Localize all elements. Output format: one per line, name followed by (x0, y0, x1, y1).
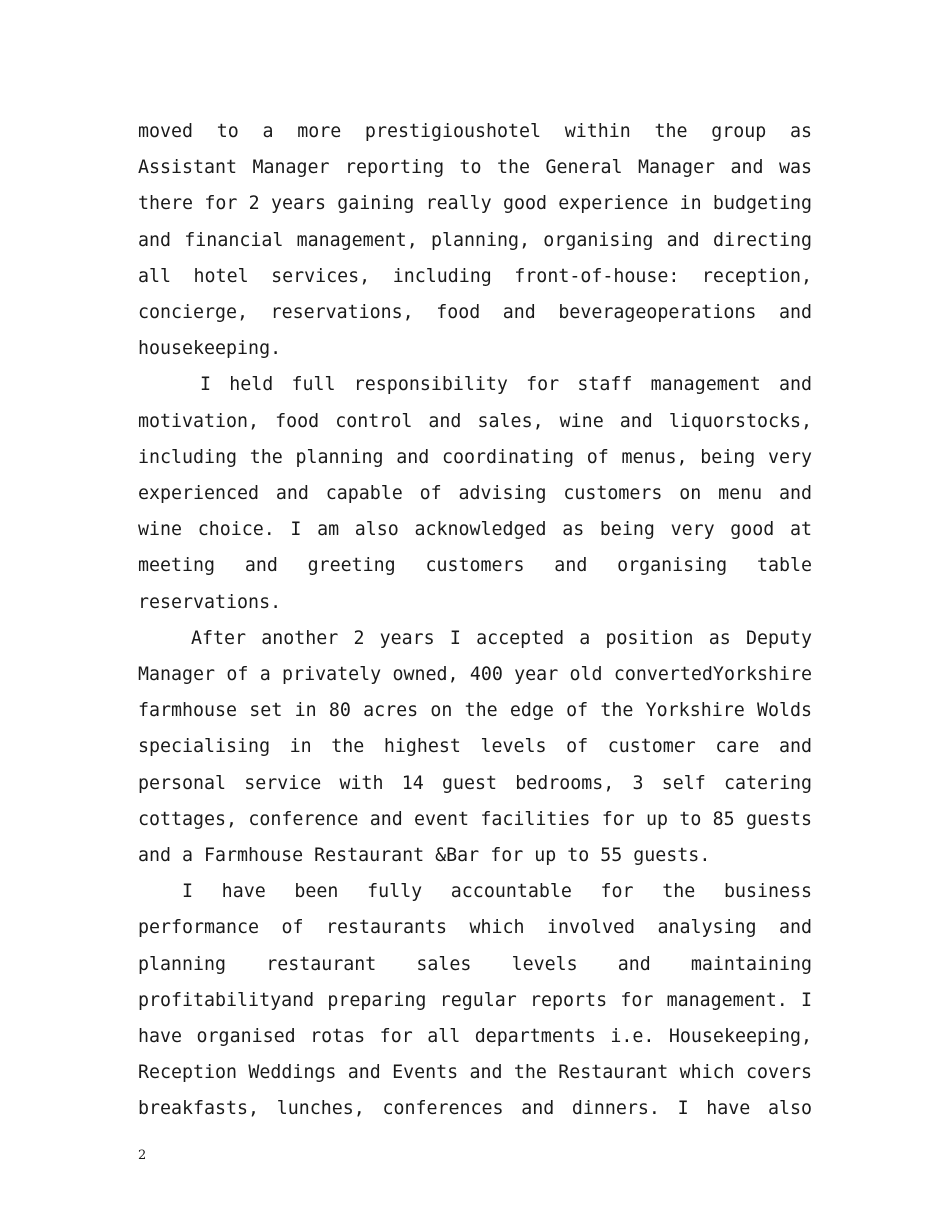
document-body (138, 114, 812, 1128)
paragraph-deputy-manager: After another 2 years I accepted a position as Deputy Manager of a privately owned, 400 year old convertedYorkshire farmhouse set in 80 acres on the edge of the Yorkshire Wolds specialising in the highest levels of customer care and personal service with 14 guest bedrooms, 3 self catering cottages, conference and event facilities for up to 85 guests and a Farmhouse Restaurant &Bar for up to 55 guests. (138, 627, 812, 867)
page-number: 2 (138, 1148, 147, 1163)
paragraph-staff-management: I held full responsibility for staff management and motivation, food control and sales, wine and liquorstocks, including the planning and coordinating of menus, being very experienced and capable of advising customers on menu and wine choice. I am also acknowledged as being very good at meeting and greeting customers and organising table reservations. (138, 374, 812, 613)
paragraph-business-performance: I have been fully accountable for the business performance of restaurants which involved analysing and planning restaurant sales levels and maintaining profitabilityand preparing regular reports for management. I have organised rotas for all departments i.e. Housekeeping, Reception Weddings and Events and the Restaurant which covers breakfasts, lunches, conferences and dinners. I have also (138, 881, 812, 1120)
paragraph-assistant-manager: moved to a more prestigioushotel within the group as Assistant Manager reporting to the General Manager and was there for 2 years gaining really good experience in budgeting and financial management, planning, organising and directing all hotel services, including front-of-house: reception, concierge, reservations, food and beverageoperations and housekeeping. (138, 121, 812, 360)
